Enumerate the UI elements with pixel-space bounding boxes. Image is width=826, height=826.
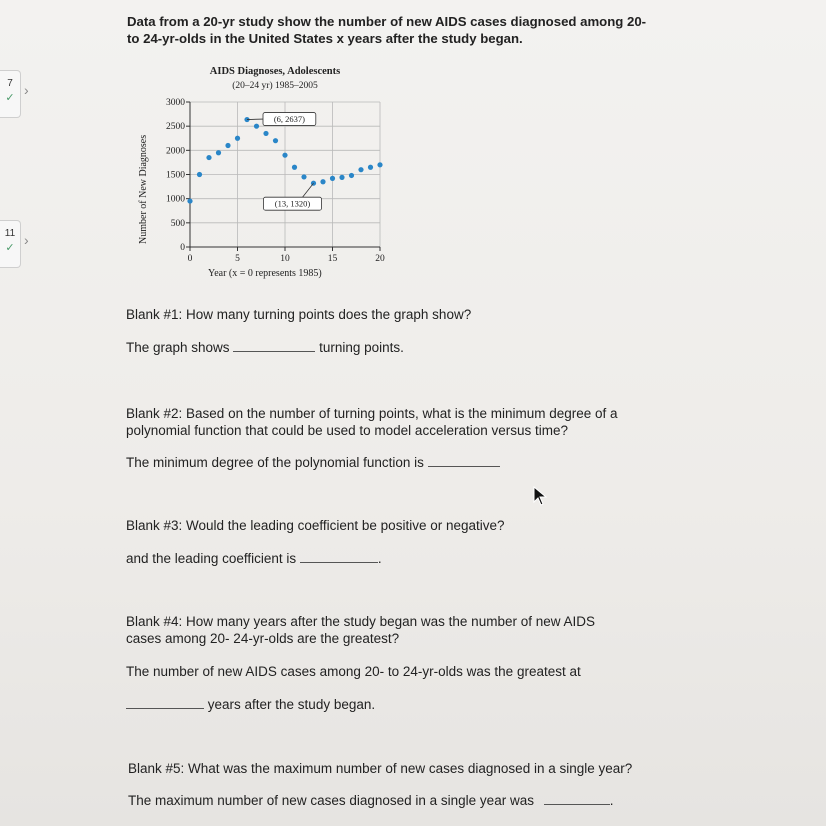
blank-1-prefix: The graph shows [126,340,230,355]
x-tick-label: 0 [187,254,193,264]
side-nav-question-7[interactable] [0,70,21,118]
checkmark-icon: ✓ [5,242,15,254]
data-point [206,155,211,160]
x-tick-label: 15 [327,254,338,264]
blank-4-answer [126,696,375,713]
data-point [197,172,202,177]
blank-5-suffix: . [609,793,614,808]
data-point [216,150,221,155]
scatter-chart [150,90,390,270]
x-tick-label: 10 [280,254,290,264]
data-point [282,153,287,158]
x-tick-label: 20 [375,254,385,264]
blank-3-question: Blank #3: Would the leading coefficient be positive or negative? [126,518,505,533]
blank-3-input[interactable] [300,550,378,563]
data-point [368,165,373,170]
data-point [263,131,268,136]
blank-3-suffix: . [377,551,382,566]
blank-1-answer [126,339,404,356]
y-tick-label: 2500 [166,122,185,133]
blank-1-input[interactable] [233,339,315,352]
annotation-label: (13, 1320) [274,198,311,209]
checkmark-icon: ✓ [5,92,15,104]
y-tick-label: 500 [170,218,185,229]
blank-4-question-line-2: cases among 20- 24-yr-olds are the greatest? [126,631,400,646]
annotation-leader [303,183,314,197]
blank-5-prefix: The maximum number of new cases diagnosed in a single year was [128,793,534,808]
data-point [235,136,240,141]
side-nav-number: 11 [4,228,16,239]
blank-1-question: Blank #1: How many turning points does the graph show? [126,307,472,322]
data-point [330,176,335,181]
blank-2-question-line-2: polynomial function that could be used to model acceleration versus time? [126,423,568,438]
blank-5-input[interactable] [544,792,610,805]
blank-4-answer-line-1: The number of new AIDS cases among 20- to 24-yr-olds was the greatest at [126,664,581,679]
blank-5-question: Blank #5: What was the maximum number of new cases diagnosed in a single year? [128,761,633,776]
blank-1-suffix: turning points. [319,340,404,355]
blank-5-answer [128,792,613,809]
intro-line-2: to 24-yr-olds in the United States x years after the study began. [127,31,523,46]
intro-line-1: Data from a 20-yr study show the number of new AIDS cases diagnosed among 20- [127,14,647,29]
blank-4-input[interactable] [126,696,204,709]
x-tick-label: 5 [235,254,240,264]
mouse-cursor-icon [532,486,548,506]
y-axis-label: Number of New Diagnoses [138,134,149,244]
blank-4-question [126,613,595,647]
intro-text [127,13,687,47]
data-point [301,174,306,179]
blank-3-prefix: and the leading coefficient is [126,551,297,566]
blank-3-answer [126,550,382,567]
x-axis-label: Year (x = 0 represents 1985) [208,268,322,279]
data-point [273,138,278,143]
chevron-right-icon[interactable]: › [24,232,29,248]
y-tick-label: 0 [180,243,185,253]
data-point [320,179,325,184]
blank-2-input[interactable] [428,454,500,467]
side-nav-number: 7 [7,78,13,89]
data-point [254,124,259,129]
annotation-leader [247,119,263,120]
data-point [187,198,192,203]
data-point [377,162,382,167]
y-tick-label: 1000 [166,194,185,205]
chart-subtitle: (20–24 yr) 1985–2005 [232,81,318,91]
annotation-label: (6, 2637) [273,114,305,125]
blank-2-prefix: The minimum degree of the polynomial function is [126,455,424,470]
blank-4-question-line-1: Blank #4: How many years after the study began was the number of new AIDS [126,614,595,629]
blank-4-suffix: years after the study began. [207,697,376,712]
data-point [225,143,230,148]
blank-2-question [126,405,618,439]
side-nav-question-11[interactable] [0,220,21,268]
data-point [358,167,363,172]
data-point [292,165,297,170]
y-tick-label: 2000 [166,146,185,157]
data-point [349,173,354,178]
chart-title: AIDS Diagnoses, Adolescents [209,66,341,77]
data-point [339,175,344,180]
y-tick-label: 3000 [166,98,185,108]
y-tick-label: 1500 [166,170,185,181]
blank-2-answer [126,454,500,471]
chevron-right-icon[interactable]: › [24,82,29,98]
blank-2-question-line-1: Blank #2: Based on the number of turning points, what is the minimum degree of a [126,406,618,421]
